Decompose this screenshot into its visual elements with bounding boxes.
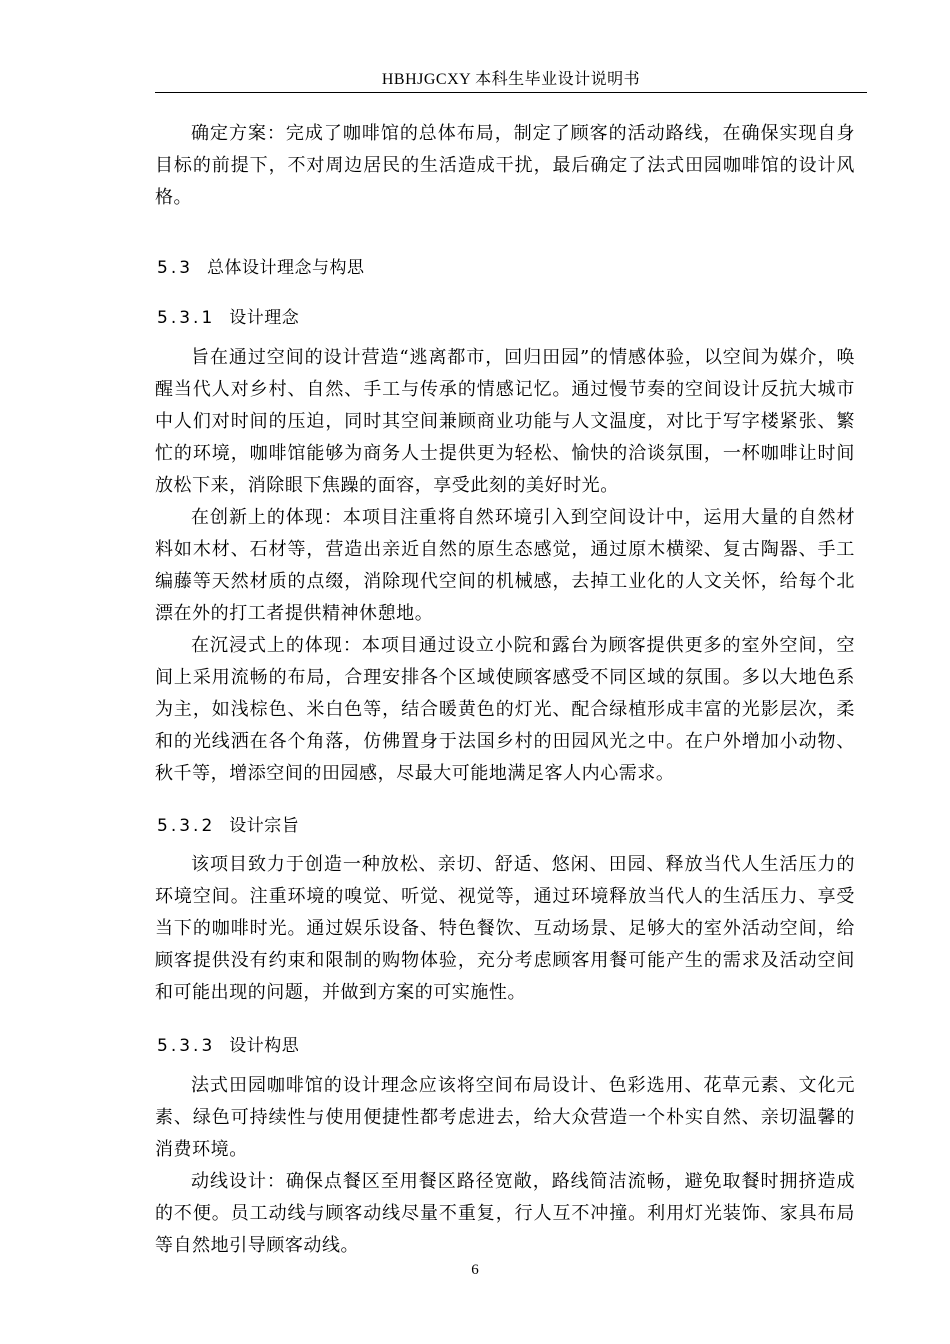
section-heading-5-3-3 bbox=[157, 1034, 299, 1058]
paragraph-circulation-design: 动线设计：确保点餐区至用餐区路径宽敞，路线简洁流畅，避免取餐时拥挤造成的不便。员工动线与顾客动线尽量不重复，行人互不冲撞。利用灯光装饰、家具布局等自然地引导顾客动线。 bbox=[155, 1171, 855, 1256]
section-number: 5.3.2 bbox=[157, 816, 216, 836]
running-header: HBHJGCXY 本科生毕业设计说明书 bbox=[381, 71, 641, 88]
section-heading-5-3-2 bbox=[157, 814, 299, 838]
section-title: 设计宗旨 bbox=[229, 816, 300, 836]
section-number: 5.3.1 bbox=[157, 308, 216, 328]
section-heading-5-3-1 bbox=[157, 306, 299, 330]
page-number: 6 bbox=[471, 1262, 479, 1278]
section-title: 设计理念 bbox=[229, 308, 300, 328]
paragraph-design-purpose: 该项目致力于创造一种放松、亲切、舒适、悠闲、田园、释放当代人生活压力的环境空间。注重环境的嗅觉、听觉、视觉等，通过环境释放当代人的生活压力、享受当下的咖啡时光。通过娱乐设备、特色餐饮、互动场景、足够大的室外活动空间，给顾客提供没有约束和限制的购物体验，充分考虑顾客用餐可能产生的需求及活动空间和可能出现的问题，并做到方案的可实施性。 bbox=[155, 854, 855, 1003]
section-number: 5.3 bbox=[157, 258, 194, 278]
paragraph-innovation: 在创新上的体现：本项目注重将自然环境引入到空间设计中，运用大量的自然材料如木材、石材等，营造出亲近自然的原生态感觉，通过原木横梁、复古陶器、手工编藤等天然材质的点缀，消除现代空间的机械感，去掉工业化的人文关怀，给每个北漂在外的打工者提供精神休憩地。 bbox=[155, 507, 855, 624]
paragraph-confirm-plan: 确定方案：完成了咖啡馆的总体布局，制定了顾客的活动路线，在确保实现自身目标的前提下，不对周边居民的生活造成干扰，最后确定了法式田园咖啡馆的设计风格。 bbox=[155, 123, 855, 208]
section-heading-5-3 bbox=[157, 256, 365, 280]
paragraph-immersion: 在沉浸式上的体现：本项目通过设立小院和露台为顾客提供更多的室外空间，空间上采用流畅的布局，合理安排各个区域使顾客感受不同区域的氛围。多以大地色系为主，如浅棕色、米白色等，结合暖黄色的灯光、配合绿植形成丰富的光影层次，柔和的光线洒在各个角落，仿佛置身于法国乡村的田园风光之中。在户外增加小动物、秋千等，增添空间的田园感，尽最大可能地满足客人内心需求。 bbox=[155, 635, 855, 784]
section-number: 5.3.3 bbox=[157, 1036, 216, 1056]
paragraph-design-idea: 法式田园咖啡馆的设计理念应该将空间布局设计、色彩选用、花草元素、文化元素、绿色可持续性与使用便捷性都考虑进去，给大众营造一个朴实自然、亲切温馨的消费环境。 bbox=[155, 1075, 855, 1160]
paragraph-design-concept: 旨在通过空间的设计营造“逃离都市，回归田园”的情感体验，以空间为媒介，唤醒当代人对乡村、自然、手工与传承的情感记忆。通过慢节奏的空间设计反抗大城市中人们对时间的压迫，同时其空间兼顾商业功能与人文温度，对比于写字楼紧张、繁忙的环境，咖啡馆能够为商务人士提供更为轻松、愉快的洽谈氛围，一杯咖啡让时间放松下来，消除眼下焦躁的面容，享受此刻的美好时光。 bbox=[155, 347, 855, 496]
header-rule bbox=[155, 92, 867, 93]
section-title: 设计构思 bbox=[229, 1036, 300, 1056]
section-title: 总体设计理念与构思 bbox=[207, 258, 365, 278]
